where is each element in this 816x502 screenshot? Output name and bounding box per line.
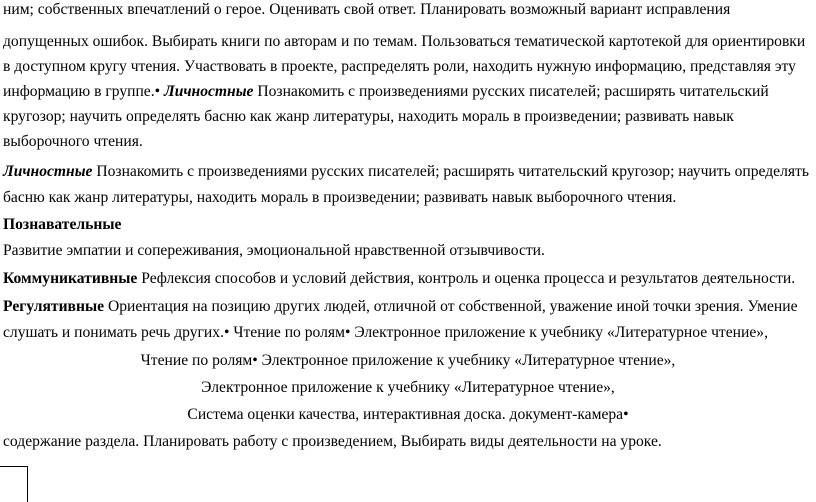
section-label-personal: Личностные	[164, 83, 254, 100]
text-line-16: Система оценки качества, интерактивная доска. документ-камера•	[187, 406, 629, 423]
text-line-4	[3, 82, 769, 102]
text-line-11	[3, 269, 795, 289]
text-segment: Ориентация на позицию других людей, отличной от собственной, уважение иной точки зрения. Умение	[104, 298, 798, 315]
text-line-13: слушать и понимать речь других.• Чтение по ролям• Электронное приложение к учебнику «Литературное чтение»,	[3, 324, 768, 341]
text-line-9	[3, 215, 121, 235]
text-line-3: в доступном кругу чтения. Участвовать в проекте, распределять роли, находить нужную информацию, представляя эту	[3, 58, 796, 75]
text-line-2: допущенных ошибок. Выбирать книги по авторам и по темам. Пользоваться тематической картотекой для ориентировки	[3, 33, 806, 50]
text-segment: информацию в группе.•	[3, 83, 164, 100]
section-label-communicative: Коммуникативные	[3, 270, 138, 287]
text-line-17: содержание раздела. Планировать работу с произведением, Выбирать виды деятельности на уроке.	[3, 433, 662, 450]
text-line-7	[3, 162, 809, 182]
text-line-12	[3, 297, 798, 317]
section-label-regulatory: Регулятивные	[3, 298, 105, 315]
text-segment: Рефлексия способов и условий действия, контроль и оценка процесса и результатов деятельности.	[137, 270, 796, 287]
text-segment: Познакомить с произведениями русских писателей; расширять читательский кругозор; научить определять	[92, 163, 809, 180]
text-line-5: кругозор; научить определять басню как жанр литературы, находить мораль в произведении; развивать навык	[3, 108, 734, 125]
section-label-personal: Личностные	[3, 163, 93, 180]
text-line-1: ним; собственных впечатлений о герое. Оценивать свой ответ. Планировать возможный вариант исправления	[3, 1, 731, 18]
text-line-14: Чтение по ролям• Электронное приложение к учебнику «Литературное чтение»,	[140, 352, 676, 369]
section-label-cognitive: Познавательные	[3, 216, 122, 233]
text-line-8: басню как жанр литературы, находить мораль в произведении; развивать навык выборочного чтения.	[3, 189, 677, 206]
table-cell-corner	[0, 466, 28, 502]
text-line-10: Развитие эмпатии и сопереживания, эмоциональной нравственной отзывчивости.	[3, 242, 545, 259]
text-line-6: выборочного чтения.	[3, 133, 143, 150]
text-line-15: Электронное приложение к учебнику «Литературное чтение»,	[201, 379, 615, 396]
text-segment: Познакомить с произведениями русских писателей; расширять читательский	[253, 83, 769, 100]
